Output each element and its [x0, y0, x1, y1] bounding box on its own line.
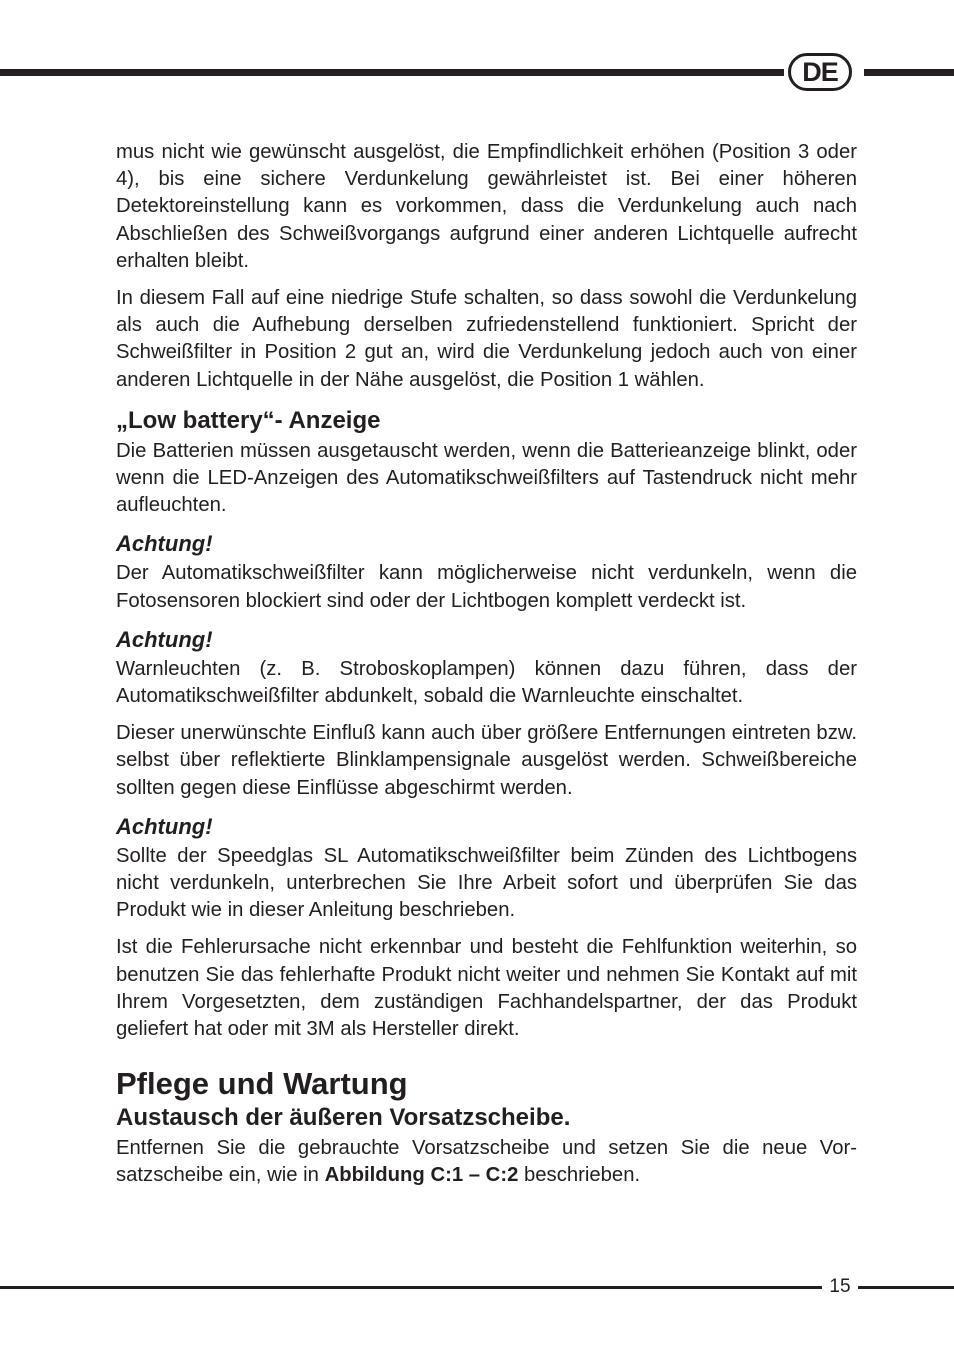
section-heading: Pflege und Wartung — [116, 1066, 408, 1102]
body-paragraph: Sollte der Speedglas SL Automatikschweißfilter beim Zünden des Lichtbogens nicht verdunkeln, unterbrechen Sie Ihre Arbeit sofort und überprüfen Sie das Produkt wie in dieser Anleitung beschrieben. — [116, 844, 857, 922]
low-battery-heading: „Low battery“- Anzeige — [116, 406, 381, 434]
language-badge: DE — [788, 53, 852, 91]
body-paragraph: Die Batterien müssen ausgetauscht werden, wenn die Batterieanzeige blinkt, oder wenn die LED-Anzeigen des Automatikschweißfilters auf Tastendruck nicht mehr aufleuchten. — [116, 439, 857, 517]
body-paragraph — [116, 1135, 857, 1189]
header-rule-right — [864, 69, 954, 76]
warning-heading: Achtung! — [116, 531, 213, 557]
body-paragraph: Dieser unerwünschte Einfluß kann auch über größere Entfernungen eintreten bzw. selbst über reflektierte Blinklampensignale ausgelöst werden. Schweißbereiche sollten gegen diese Einflüsse abgeschirmt werden. — [116, 722, 857, 799]
paragraph-text: Entfernen Sie die gebrauchte Vorsatzscheibe und setzen Sie die neue Vorsatzscheibe ein, wie in — [116, 1137, 857, 1187]
body-paragraph: Der Automatikschweißfilter kann möglicherweise nicht verdunkeln, wenn die Fotosensoren blockiert sind oder der Lichtbogen komplett verdeckt ist. — [116, 562, 857, 612]
page-number: 15 — [829, 1276, 851, 1297]
figure-reference: Abbildung C:1 – C:2 — [324, 1164, 519, 1187]
warning-heading: Achtung! — [116, 626, 213, 652]
header-rule-left — [0, 69, 784, 76]
paragraph-text: beschrieben. — [518, 1164, 641, 1187]
warning-heading: Achtung! — [116, 813, 213, 839]
footer-rule-right — [858, 1286, 954, 1289]
page-body — [116, 139, 857, 1190]
body-paragraph: In diesem Fall auf eine niedrige Stufe schalten, so dass sowohl die Verdunkelung als auch die Aufhebung derselben zufriedenstellend funktioniert. Spricht der Schweißfilter in Position 2 gut an, wird die Verdunkelung jedoch auch von einer anderen Lichtquelle in der Nähe ausgelöst, die Position 1 wählen. — [116, 287, 857, 391]
body-paragraph: mus nicht wie gewünscht ausgelöst, die Empfindlichkeit erhöhen (Position 3 oder 4), bis eine sichere Verdunkelung gewährleistet ist. Bei einer höheren Detektoreinstellung kann es vorkommen, dass die Verdunkelung auch nach Abschließen des Schweißvorgangs aufgrund einer anderen Lichtquelle aufrecht erhalten bleibt. — [116, 141, 857, 272]
body-paragraph: Ist die Fehlerursache nicht erkennbar und besteht die Fehlfunktion weiterhin, so benutzen Sie das fehlerhafte Produkt nicht weiter und nehmen Sie Kontakt auf mit Ihrem Vorgesetzten, dem zuständigen Fachhandelspartner, der das Produkt geliefert hat oder mit 3M als Hersteller direkt. — [116, 936, 857, 1041]
body-paragraph: Warnleuchten (z. B. Stroboskoplampen) können dazu führen, dass der Automatikschweißfilter abdunkelt, sobald die Warnleuchte einschaltet. — [116, 657, 857, 708]
subsection-heading: Austausch der äußeren Vorsatzscheibe. — [116, 1104, 571, 1132]
footer-rule-left — [0, 1286, 822, 1289]
